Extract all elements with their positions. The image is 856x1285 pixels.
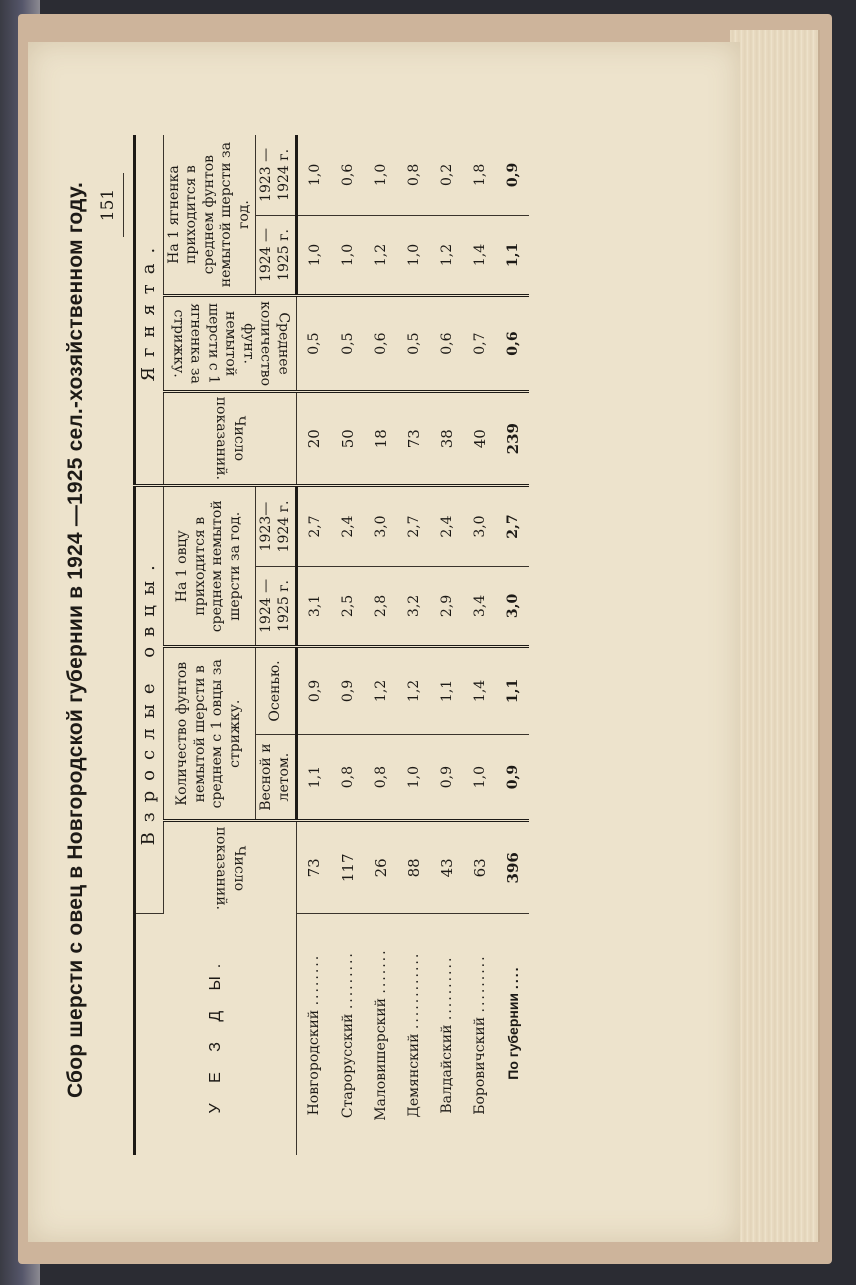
- total-lamb-count: 239: [496, 392, 529, 486]
- header-autumn: Осенью.: [256, 647, 297, 735]
- lamb-2425: 1,4: [463, 215, 496, 295]
- header-adult-count-text: Число показаний.: [213, 826, 248, 910]
- leader-dots: ....: [504, 965, 521, 990]
- y2324-value: 2,4: [430, 486, 463, 566]
- header-lamb-count-text: Число показаний.: [213, 397, 248, 481]
- total-spring: 0,9: [496, 734, 529, 821]
- lamb-2324: 0,2: [430, 135, 463, 215]
- autumn-value: 0,9: [297, 647, 332, 735]
- adult-count: 117: [331, 821, 364, 914]
- header-lamb-avg: [163, 296, 297, 392]
- lamb-avg: 0,7: [463, 296, 496, 392]
- leader-dots: .......: [372, 948, 389, 994]
- table-row: [297, 135, 332, 1155]
- page-edges: [730, 30, 820, 1242]
- uezd-name-text: Демянский: [405, 1033, 422, 1118]
- page-title: Сбор шерсти с овец в Новгородской губернии в 1924 —1925 сел.-хозяйственном году.: [64, 181, 87, 1099]
- uezd-name: [297, 914, 332, 1155]
- lamb-2324: 0,6: [331, 135, 364, 215]
- y2425-value: 3,4: [463, 566, 496, 646]
- spring-value: 1,0: [463, 734, 496, 821]
- total-y2324: 2,7: [496, 486, 529, 566]
- header-spring-summer: Весной и летом.: [256, 734, 297, 821]
- y2324-value: 3,0: [364, 486, 397, 566]
- lamb-count: 73: [397, 392, 430, 486]
- y2324-value: 3,0: [463, 486, 496, 566]
- spring-value: 1,1: [297, 734, 332, 821]
- spring-value: 1,0: [397, 734, 430, 821]
- header-adult-count: [163, 821, 297, 914]
- wool-table: [133, 135, 529, 1155]
- lamb-2324: 0,8: [397, 135, 430, 215]
- lamb-count: 20: [297, 392, 332, 486]
- lamb-count: 50: [331, 392, 364, 486]
- uezd-name: [397, 914, 430, 1155]
- lamb-2425: 1,0: [397, 215, 430, 295]
- header-adult-wool-qty: Количество фунтов немытой шерсти в среднем с 1 овцы за стрижку.: [163, 647, 256, 821]
- lamb-avg: 0,6: [364, 296, 397, 392]
- header-lamb-avg-text: Среднее количество фунт. немытой шерсти с 1 ягненка за стрижку.: [170, 301, 291, 387]
- leader-dots: .........: [339, 951, 356, 1010]
- page-number: 151: [98, 188, 118, 222]
- lamb-2425: 1,2: [430, 215, 463, 295]
- total-y2425: 3,0: [496, 566, 529, 646]
- rotated-content: [56, 85, 736, 1195]
- lamb-count: 40: [463, 392, 496, 486]
- uezd-name-text: Боровичский: [471, 1016, 488, 1115]
- uezd-name-text: Старорусский: [339, 1013, 356, 1119]
- header-lamb-year-1924-1925: 1924 — 1925 г.: [256, 215, 297, 295]
- y2425-value: 3,1: [297, 566, 332, 646]
- y2425-value: 2,9: [430, 566, 463, 646]
- adult-count: 63: [463, 821, 496, 914]
- leader-dots: ........: [306, 953, 322, 1006]
- uezd-name: [331, 914, 364, 1155]
- total-autumn: 1,1: [496, 647, 529, 735]
- spring-value: 0,8: [331, 734, 364, 821]
- uezd-name-text: Новгородский: [306, 1009, 322, 1116]
- spring-value: 0,8: [364, 734, 397, 821]
- leader-dots: ............: [405, 951, 422, 1030]
- table-row: [331, 135, 364, 1155]
- uezd-name: [430, 914, 463, 1155]
- header-lamb-count: [163, 392, 297, 486]
- y2425-value: 2,8: [364, 566, 397, 646]
- lamb-avg: 0,5: [331, 296, 364, 392]
- y2425-value: 3,2: [397, 566, 430, 646]
- header-lambs: Ягнята.: [135, 135, 164, 486]
- header-adult-sheep: Взрослые овцы.: [135, 486, 164, 914]
- lamb-2324: 1,8: [463, 135, 496, 215]
- lamb-avg: 0,5: [297, 296, 332, 392]
- table-row: [463, 135, 496, 1155]
- header-year-1923-1924: 1923— 1924 г.: [256, 486, 297, 566]
- autumn-value: 0,9: [331, 647, 364, 735]
- y2324-value: 2,7: [397, 486, 430, 566]
- spring-value: 0,9: [430, 734, 463, 821]
- header-lamb-per-year: На 1 ягненка приходится в среднем фунтов немытой шерсти за год.: [163, 135, 256, 296]
- autumn-value: 1,4: [463, 647, 496, 735]
- total-lamb-avg: 0,6: [496, 296, 529, 392]
- adult-count: 73: [297, 821, 332, 914]
- table-row: [397, 135, 430, 1155]
- lamb-2425: 1,0: [297, 215, 332, 295]
- autumn-value: 1,2: [397, 647, 430, 735]
- adult-count: 43: [430, 821, 463, 914]
- leader-dots: ..........: [438, 955, 455, 1021]
- y2324-value: 2,4: [331, 486, 364, 566]
- leader-dots: .........: [471, 954, 488, 1013]
- header-adult-per-year: На 1 овцу приходится в среднем немытой шерсти за год.: [163, 486, 256, 647]
- table-row: [364, 135, 397, 1155]
- total-adult-count: 396: [496, 821, 529, 914]
- total-name-text: По губернии: [504, 992, 521, 1080]
- y2324-value: 2,7: [297, 486, 332, 566]
- total-name: [496, 914, 529, 1155]
- header-uezdy: У Е З Д Ы.: [135, 914, 297, 1155]
- uezd-name: [463, 914, 496, 1155]
- y2425-value: 2,5: [331, 566, 364, 646]
- table-row: [430, 135, 463, 1155]
- lamb-2425: 1,2: [364, 215, 397, 295]
- adult-count: 88: [397, 821, 430, 914]
- uezd-name: [364, 914, 397, 1155]
- lamb-avg: 0,5: [397, 296, 430, 392]
- total-lamb-2425: 1,1: [496, 215, 529, 295]
- lamb-2324: 1,0: [297, 135, 332, 215]
- adult-count: 26: [364, 821, 397, 914]
- page-number-rule: [123, 173, 124, 237]
- header-lamb-year-1923-1924: 1923 — 1924 г.: [256, 135, 297, 215]
- lamb-avg: 0,6: [430, 296, 463, 392]
- lamb-2425: 1,0: [331, 215, 364, 295]
- lamb-2324: 1,0: [364, 135, 397, 215]
- book-page: [28, 42, 740, 1242]
- uezd-name-text: Маловишерский: [372, 998, 389, 1121]
- total-lamb-2324: 0,9: [496, 135, 529, 215]
- lamb-count: 38: [430, 392, 463, 486]
- header-year-1924-1925: 1924 — 1925 г.: [256, 566, 297, 646]
- autumn-value: 1,2: [364, 647, 397, 735]
- uezd-name-text: Валдайский: [438, 1024, 455, 1114]
- lamb-count: 18: [364, 392, 397, 486]
- autumn-value: 1,1: [430, 647, 463, 735]
- total-row: [496, 135, 529, 1155]
